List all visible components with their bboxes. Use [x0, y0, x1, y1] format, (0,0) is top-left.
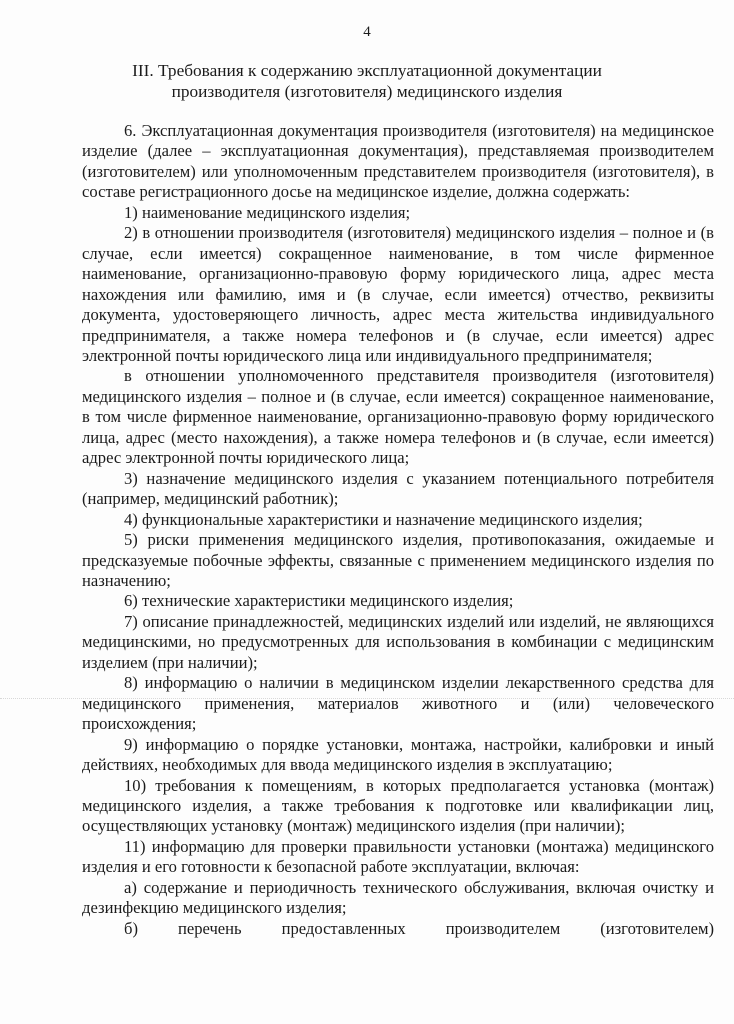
paragraph-representative: в отношении уполномоченного представителя производителя (изготовителя) медицинского изделия – полное и (в случае, если имеется) сокращенное наименование, в том числе фирменное наименование, организационно-правовую форму юридического лица, адрес (место нахождения), а также номера телефонов и (в случае, если имеется) адрес электронной почты юридического лица; — [82, 366, 714, 468]
paragraph-item-1: 1) наименование медицинского изделия; — [124, 202, 411, 222]
heading-line-2: производителя (изготовителя) медицинского изделия — [171, 82, 563, 101]
paragraph-item-2: 2) в отношении производителя (изготовителя) медицинского изделия – полное и (в случае, если имеется) сокращенное наименование, в том числе фирменное наименование, организационно-правовую форму юридического лица, адрес места нахождения или фамилию, имя и (в случае, если имеется) отчество, реквизиты документа, удостоверяющего личность, адрес места жительства индивидуального предпринимателя, а также номера телефонов и (в случае, если имеется) адрес электронной почты юридического лица или индивидуального предпринимателя; — [82, 223, 714, 365]
paragraph-item-6-tech: 6) технические характеристики медицинского изделия; — [124, 591, 514, 611]
paragraph-item-7: 7) описание принадлежностей, медицинских изделий или изделий, не являющихся медицинскими, но предусмотренных для использования в комбинации с медицинским изделием (при наличии); — [82, 611, 714, 672]
paragraph-item-4: 4) функциональные характеристики и назначение медицинского изделия; — [124, 509, 643, 529]
paragraph-item-8: 8) информацию о наличии в медицинском изделии лекарственного средства для медицинского применения, материалов животного и (или) человеческого происхождения; — [82, 673, 714, 734]
paragraph-item-10: 10) требования к помещениям, в которых предполагается установка (монтаж) медицинского изделия, а также требования к подготовке или квалификации лиц, осуществляющих установку (монтаж) медицинского изделия (при наличии); — [82, 775, 714, 836]
paragraph-subitem-a: а) содержание и периодичность технического обслуживания, включая очистку и дезинфекцию медицинского изделия; — [82, 877, 714, 918]
scan-artifact-line — [0, 698, 734, 700]
paragraph-item-6: 6. Эксплуатационная документация производителя (изготовителя) на медицинское изделие (далее – эксплуатационная документация), представляемая производителем (изготовителем) или уполномоченным представителем производителя (изготовителя), в составе регистрационного досье на медицинское изделие, должна содержать: — [82, 121, 714, 202]
paragraph-item-11: 11) информацию для проверки правильности установки (монтажа) медицинского изделия и его готовности к безопасной работе эксплуатации, включая: — [82, 836, 714, 877]
paragraph-item-9: 9) информацию о порядке установки, монтажа, настройки, калибровки и иный действиях, необходимых для ввода медицинского изделия в эксплуатацию; — [82, 734, 714, 775]
paragraph-item-3: 3) назначение медицинского изделия с указанием потенциального потребителя (например, медицинский работник); — [82, 468, 714, 509]
heading-line-1: III. Требования к содержанию эксплуатационной документации — [132, 61, 602, 80]
paragraph-subitem-b: б) перечень предоставленных производителем (изготовителем) — [124, 918, 714, 938]
document-body — [82, 121, 714, 939]
page-number: 4 — [363, 24, 371, 40]
paragraph-item-5: 5) риски применения медицинского изделия, противопоказания, ожидаемые и предсказуемые побочные эффекты, связанные с применением медицинского изделия по назначению; — [82, 530, 714, 590]
section-heading — [40, 60, 694, 102]
